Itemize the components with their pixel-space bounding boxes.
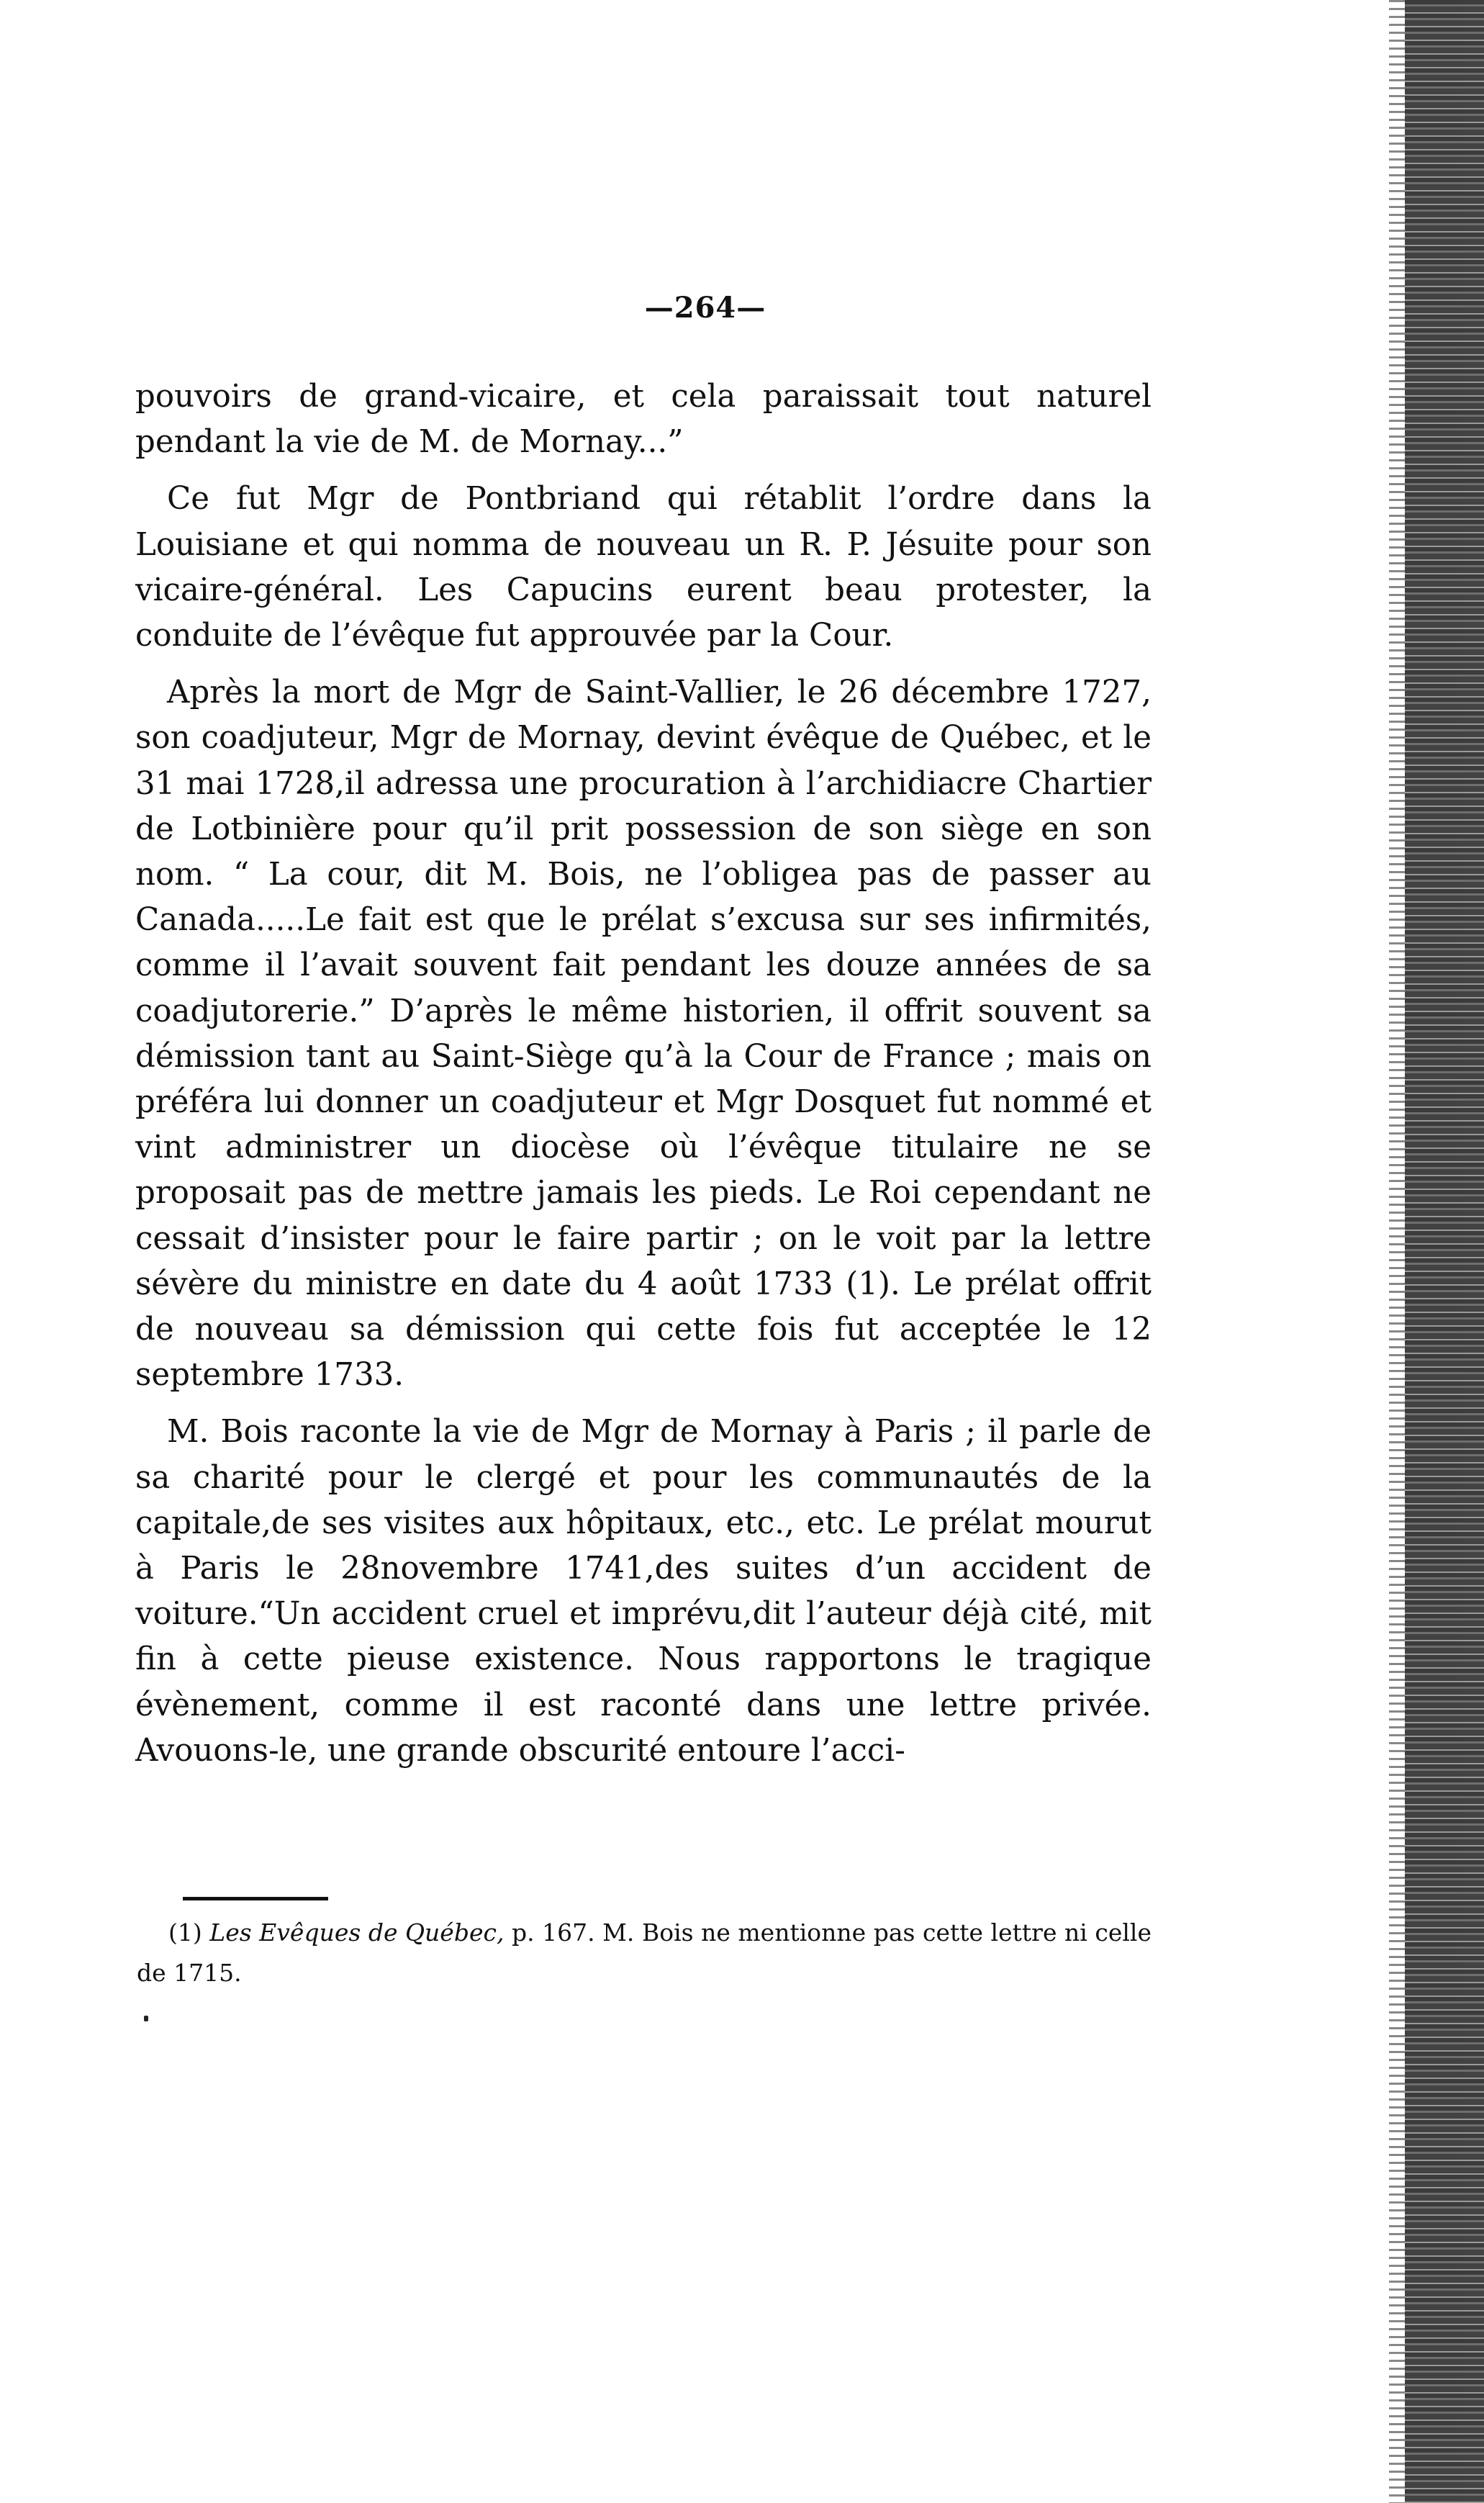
footnote-title: Les Evêques de Québec, [209,1918,505,1947]
paragraph-mornay-paris: M. Bois raconte la vie de Mgr de Mornay à Paris ; il parle de sa charité pour le clergé et pour les communautés de la capitale,de ses visites aux hôpitaux, etc., etc. Le prélat mourut à Paris le 28novembre 1741,des suites d’un accident de voiture.“Un accident cruel et imprévu,dit l’auteur déjà cité, mit fin à cette pieuse existence. Nous rapportons le tragique évènement, comme il est raconté dans une lettre privée. Avouons-le, une grande obscurité entoure l’acci- [135,1414,1152,1769]
footnote-marker: (1) [168,1918,202,1947]
footnote-divider [183,1897,328,1900]
ink-speck [144,2016,148,2021]
footnote-text: p. 167. M. Bois ne mentionne pas cette lettre ni celle de 1715. [137,1918,1152,1987]
body-text [135,374,1152,1785]
paragraph-continuation: pouvoirs de grand-vicaire, et cela paraissait tout naturel pendant la vie de M. de Mornay...” [135,379,1152,461]
scan-edge-shadow [1405,0,1484,2503]
page-number: —264— [644,291,766,325]
paragraph-pontbriand: Ce fut Mgr de Pontbriand qui rétablit l’ordre dans la Louisiane et qui nomma de nouveau un R. P. Jésuite pour son vicaire-général. Les Capucins eurent beau protester, la conduite de l’évêque fut approuvée par la Cour. [135,481,1152,654]
footnote [137,1913,1152,1993]
paragraph-mornay-bishop: Après la mort de Mgr de Saint-Vallier, le 26 décembre 1727, son coadjuteur, Mgr de Mornay, devint évêque de Québec, et le 31 mai 1728,il adressa une procuration à l’archidiacre Chartier de Lotbinière pour qu’il prit possession de son siège en son nom. “ La cour, dit M. Bois, ne l’obligea pas de passer au Canada.....Le fait est que le prélat s’excusa sur ses infirmités, comme il l’avait souvent fait pendant les douze années de sa coadjutorerie.” D’après le même historien, il offrit souvent sa démission tant au Saint-Siège qu’à la Cour de France ; mais on préféra lui donner un coadjuteur et Mgr Dosquet fut nommé et vint administrer un diocèse où l’évêque titulaire ne se proposait pas de mettre jamais les pieds. Le Roi cependant ne cessait d’insister pour le faire partir ; on le voit par la lettre sévère du ministre en date du 4 août 1733 (1). Le prélat offrit de nouveau sa démission qui cette fois fut acceptée le 12 septembre 1733. [135,675,1152,1394]
